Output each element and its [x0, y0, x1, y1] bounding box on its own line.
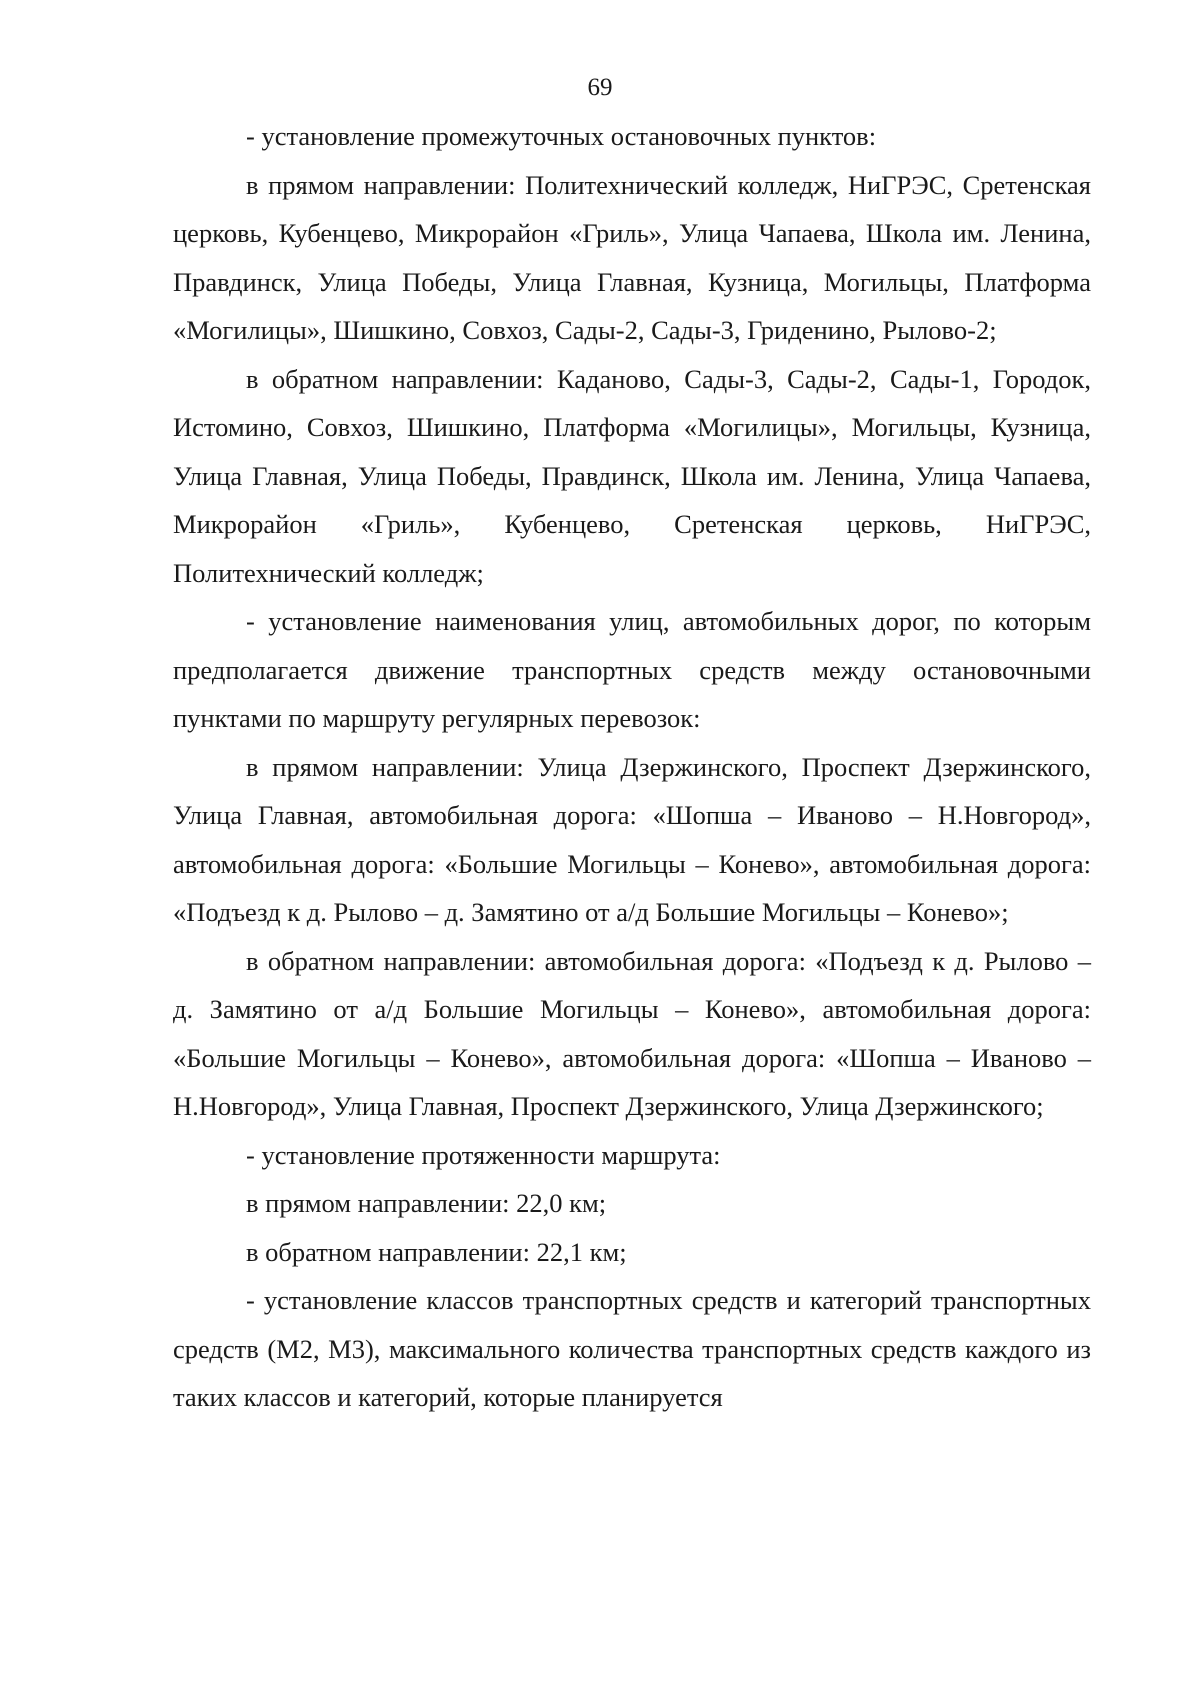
paragraph-vehicle-classes: - установление классов транспортных средств и категорий транспортных средств (М2, М3), максимального количества транспортных средств каждого из таких классов и категорий, которые планируется [173, 1285, 1091, 1412]
paragraph-streets-forward: в прямом направлении: Улица Дзержинского, Проспект Дзержинского, Улица Главная, автомобильная дорога: «Шопша – Иваново – Н.Новгород», автомобильная дорога: «Большие Могильцы – Конево», автомобильная дорога: «Подъезд к д. Рылово – д. Замятино от а/д Большие Могильцы – Конево»; [173, 751, 1091, 927]
paragraph-streets-heading: - установление наименования улиц, автомобильных дорог, по которым предполагается движение транспортных средств между остановочными пунктами по маршруту регулярных перевозок: [173, 606, 1091, 733]
paragraph-length-heading: - установление протяженности маршрута: [246, 1139, 721, 1170]
paragraph-length-forward: в прямом направлении: 22,0 км; [246, 1188, 607, 1218]
paragraph-length-reverse: в обратном направлении: 22,1 км; [246, 1236, 627, 1267]
document-body [173, 112, 1091, 1422]
paragraph-stops-reverse: в обратном направлении: Каданово, Сады-3, Сады-2, Сады-1, Городок, Истомино, Совхоз, Шишкино, Платформа «Могилицы», Могильцы, Кузница, Улица Главная, Улица Победы, Правдинск, Школа им. Ленина, Улица Чапаева, Микрорайон «Гриль», Кубенцево, Сретенская церковь, НиГРЭС, Политехнический колледж; [173, 363, 1091, 588]
paragraph-stops-forward: в прямом направлении: Политехнический колледж, НиГРЭС, Сретенская церковь, Кубенцево, Микрорайон «Гриль», Улица Чапаева, Школа им. Ленина, Правдинск, Улица Победы, Улица Главная, Кузница, Могильцы, Платформа «Могилицы», Шишкино, Совхоз, Сады-2, Сады-3, Гриденино, Рылово-2; [173, 169, 1091, 345]
page-number: 69 [587, 74, 613, 101]
paragraph-intermediate-stops-heading: - установление промежуточных остановочных пунктов: [246, 121, 877, 151]
paragraph-streets-reverse: в обратном направлении: автомобильная дорога: «Подъезд к д. Рылово – д. Замятино от а/д Большие Могильцы – Конево», автомобильная дорога: «Большие Могильцы – Конево», автомобильная дорога: «Шопша – Иваново – Н.Новгород», Улица Главная, Проспект Дзержинского, Улица Дзержинского; [173, 945, 1091, 1121]
